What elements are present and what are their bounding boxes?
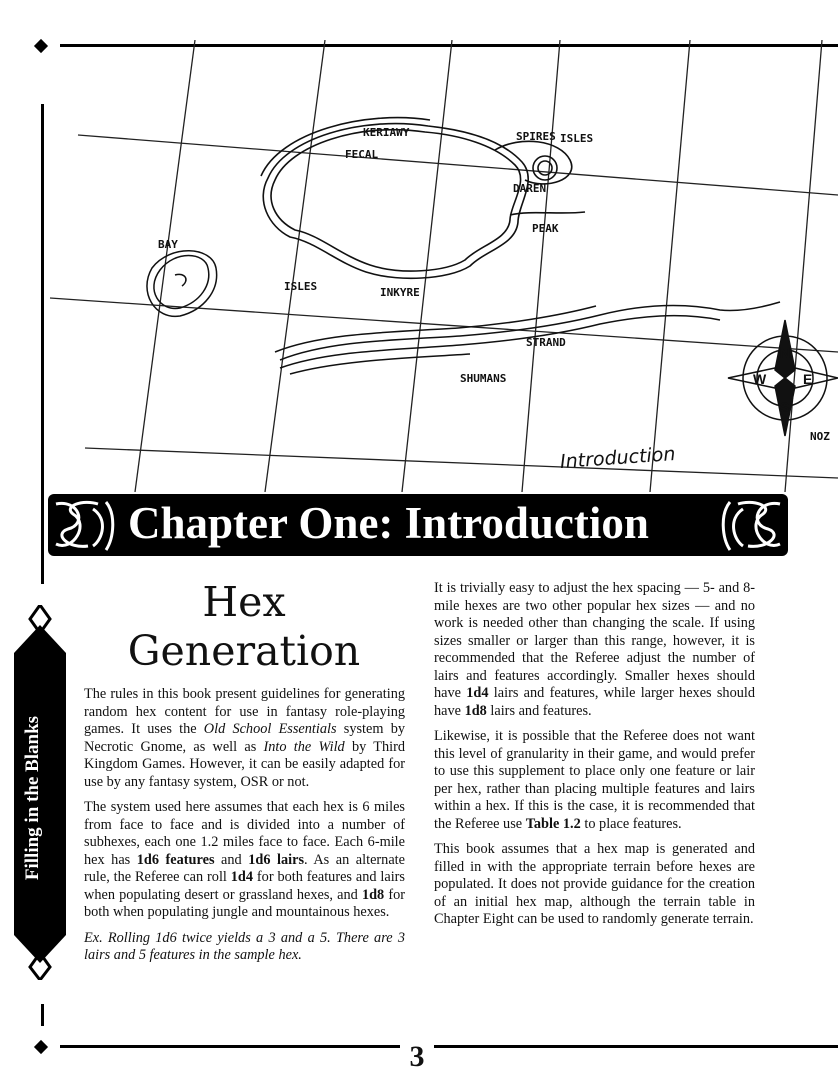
- right-column: [434, 580, 755, 937]
- map-label: FECAL: [345, 148, 379, 161]
- page-number: 3: [400, 1040, 434, 1074]
- chapter-title: Chapter One: Introduction: [128, 498, 649, 548]
- celtic-knot-right-icon: [716, 494, 788, 556]
- map-grid-line: [522, 40, 560, 492]
- compass-w: W: [753, 371, 767, 387]
- paragraph: Likewise, it is possible that the Referee does not want this level of granularity in their game, and would prefer to use this supplement to place only one feature or lair per hex, rather than placing multiple features and lairs within a hex. If this is the case, it is recommended that the Referee use Table 1.2 to place features.: [434, 728, 755, 832]
- map-label: DAREN: [513, 182, 547, 195]
- section-heading: [84, 578, 404, 676]
- map-grid-line: [785, 40, 822, 492]
- left-rule-lower: [41, 1004, 44, 1026]
- map-label: ISLES: [560, 132, 594, 145]
- section-heading-line2: Generation: [127, 627, 361, 675]
- map-label: SPIRES: [516, 130, 556, 143]
- map-label: SHUMANS: [460, 372, 507, 385]
- map-grid-line: [85, 448, 838, 478]
- map-label: KERIAWY: [363, 126, 410, 139]
- compass-e: E: [803, 371, 813, 387]
- section-heading-line1: Hex: [202, 578, 286, 626]
- bottom-rule-diamond: [34, 1040, 48, 1054]
- map-grid-line: [402, 40, 452, 492]
- paragraph: This book assumes that a hex map is generated and filled in with the appropriate terrain before hexes are populated. It does not provide guidance for the creation of an initial hex map, although the terrain table in Chapter Eight can be used to randomly generate terrain.: [434, 841, 755, 927]
- map-label: STRAND: [526, 336, 566, 349]
- map-label: INKYRE: [380, 286, 420, 299]
- map-grid-line: [50, 298, 838, 352]
- compass-s: S: [780, 399, 790, 415]
- paragraph: It is trivially easy to adjust the hex spacing — 5- and 8-mile hexes are two other popular hex sizes — and no work is needed other than changing the scale. If using sizes smaller or larger than this range, however, it is recommended that the Referee adjust the number of lairs and features accordingly. Smaller hexes should have 1d4 lairs and features, while larger hexes should have 1d8 lairs and features.: [434, 580, 755, 719]
- map-label: BAY: [158, 238, 178, 251]
- map-label: PEAK: [532, 222, 559, 235]
- map-label: ISLES: [284, 280, 318, 293]
- map-grid-line: [650, 40, 690, 492]
- map-grid-line: [135, 40, 195, 492]
- paragraph: The system used here assumes that each hex is 6 miles from face to face and is divided into a number of subhexes, each one 1.2 miles face to face. Each 6-mile hex has 1d6 features and 1d6 lairs. As an alternate rule, the Referee can roll 1d4 for both features and lairs when populating desert or grassland hexes, and 1d8 for both when populating jungle and mountainous hexes.: [84, 799, 406, 920]
- map-caption: Introduction: [559, 442, 677, 474]
- side-tab-label: Filling in the Blanks: [22, 715, 43, 881]
- bottom-rule: [60, 1045, 838, 1048]
- compass-rose: [728, 320, 838, 436]
- map-grid-line: [78, 135, 838, 195]
- map-grid-line: [265, 40, 325, 492]
- paragraph: The rules in this book present guidelines for generating random hex content for use in fantasy role-playing games. It uses the Old School Essentials system by Necrotic Gnome, as well as Into the Wild by Third Kingdom Games. However, it can be easily adapted for use by any fantasy system, OSR or not.: [84, 686, 406, 790]
- compass-n: N: [780, 345, 791, 361]
- example-paragraph: Ex. Rolling 1d6 twice yields a 3 and a 5. There are 3 lairs and 5 features in the sample hex.: [84, 929, 405, 963]
- celtic-knot-left-icon: [48, 494, 120, 556]
- left-column: [84, 686, 405, 973]
- hand-drawn-map: [40, 40, 838, 492]
- map-label: NOZ: [810, 430, 830, 443]
